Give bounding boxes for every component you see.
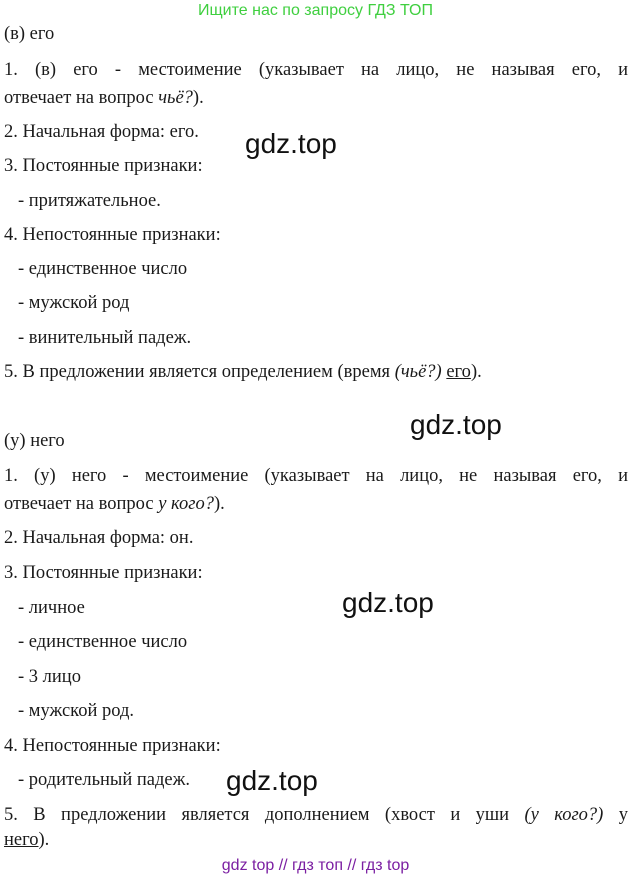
section2-item3-a: - личное bbox=[18, 598, 85, 618]
footer-links: gdz top // гдз топ // гдз top bbox=[221, 857, 410, 874]
section2-item3-c: - 3 лицо bbox=[18, 667, 81, 687]
watermark-gdz-top: gdz.top bbox=[410, 409, 502, 440]
section1-item4-a: - единственное число bbox=[18, 259, 188, 279]
section2-item3-b: - единственное число bbox=[18, 632, 188, 652]
section1-item4-b: - мужской род bbox=[18, 293, 130, 313]
section2-heading: (у) него bbox=[4, 431, 65, 451]
section1-item3-a: - притяжательное. bbox=[18, 191, 161, 211]
section1-item4: 4. Непостоянные признаки: bbox=[4, 225, 221, 245]
section1-item1-cont: отвечает на вопрос чьё?). bbox=[4, 88, 204, 108]
section1-item1: 1. (в) его - местоимение (указывает на лицо, не называя его, и bbox=[4, 60, 628, 80]
section2-item3: 3. Постоянные признаки: bbox=[4, 563, 203, 583]
section1-item2: 2. Начальная форма: его. bbox=[4, 122, 199, 142]
watermark-gdz-top: gdz.top bbox=[342, 587, 434, 618]
section2-item1: 1. (у) него - местоимение (указывает на лицо, не называя его, и bbox=[4, 466, 628, 486]
section2-item4: 4. Непостоянные признаки: bbox=[4, 736, 221, 756]
section2-item5: 5. В предложении является дополнением (хвост и уши (у кого?) у bbox=[4, 805, 629, 825]
watermark-gdz-top: gdz.top bbox=[226, 765, 318, 796]
search-banner: Ищите нас по запросу ГДЗ ТОП bbox=[198, 2, 433, 19]
section2-item4-a: - родительный падеж. bbox=[18, 770, 191, 790]
section2-item2: 2. Начальная форма: он. bbox=[4, 528, 194, 548]
section2-item5-cont: него). bbox=[4, 830, 50, 850]
section1-item3: 3. Постоянные признаки: bbox=[4, 156, 203, 176]
section1-heading: (в) его bbox=[4, 24, 55, 44]
section2-item3-d: - мужской род. bbox=[18, 701, 134, 721]
section2-item1-cont: отвечает на вопрос у кого?). bbox=[4, 494, 225, 514]
section1-item4-c: - винительный падеж. bbox=[18, 328, 192, 348]
watermark-gdz-top: gdz.top bbox=[245, 128, 337, 159]
section1-item5: 5. В предложении является определением (время (чьё?) его). bbox=[4, 362, 482, 382]
